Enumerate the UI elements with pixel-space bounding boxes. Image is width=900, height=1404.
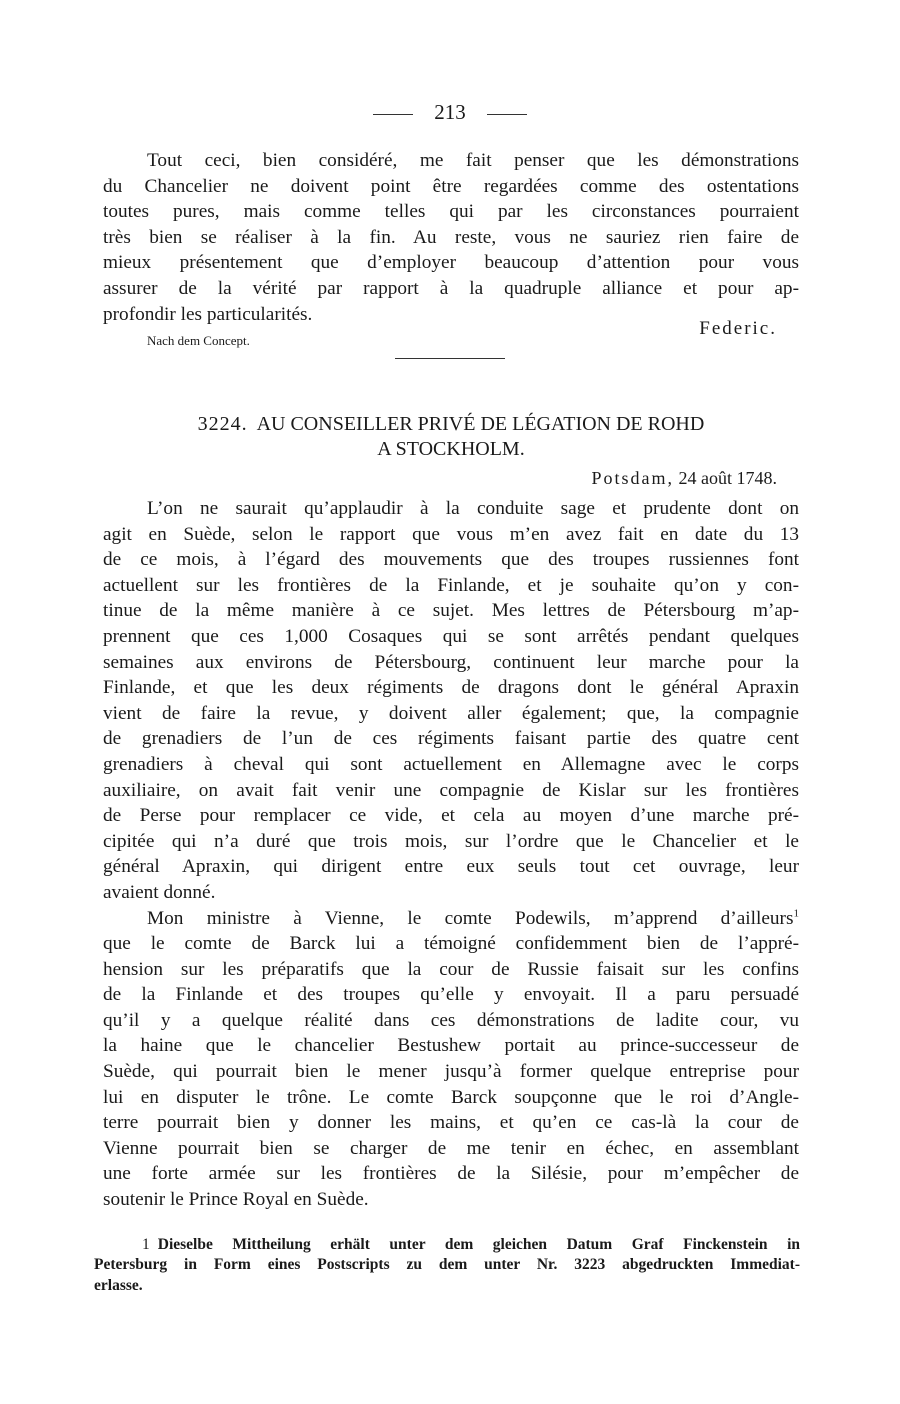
text-line: prennent que ces 1,000 Cosaques qui se sont arrêtés pendant quelques (103, 625, 799, 647)
header-dash-right (487, 114, 527, 115)
date-value: 24 août 1748. (678, 468, 777, 488)
text-line: grenadiers à cheval qui sont actuellement en Allemagne avec le corps (103, 753, 799, 775)
footnote-line-text: Dieselbe Mittheilung erhält unter dem gleichen Datum Graf Finckenstein in (157, 1236, 800, 1253)
letter-body (103, 496, 799, 1213)
letter-addressee: AU CONSEILLER PRIVÉ DE LÉGATION DE ROHD (256, 413, 705, 435)
footnote (94, 1235, 800, 1296)
text-line: de la Finlande et des troupes qu’elle y envoyait. Il a paru persuadé (103, 984, 799, 1006)
previous-letter-text (103, 148, 799, 327)
text-line: actuellent sur les frontières de la Finlande, et je souhaite qu’on y con- (103, 574, 799, 596)
text-line: Suède, qui pourrait bien le mener jusqu’à former quelque entreprise pour (103, 1061, 799, 1083)
letter-title-line-2: A STOCKHOLM. (377, 438, 525, 460)
letter-title (103, 412, 799, 462)
text-line: tinue de la même manière à ce sujet. Mes lettres de Pétersbourg m’ap- (103, 600, 799, 622)
text-line: agit en Suède, selon le rapport que vous m’en avez fait en date du 13 (103, 523, 799, 545)
header-dash-left (373, 114, 413, 115)
signature: Federic. (699, 318, 777, 339)
text-line: du Chancelier ne doivent point être regardées comme des ostentations (103, 175, 799, 197)
text-line: qu’il y a quelque réalité dans ces démonstrations de ladite cour, vu (103, 1009, 799, 1031)
text-line: avaient donné. (103, 881, 216, 903)
footnote-line: Petersburg in Form eines Postscripts zu dem unter Nr. 3223 abgedruckten Immediat- (94, 1256, 800, 1274)
text-line: auxiliaire, on avait fait venir une compagnie de Kislar sur les frontières (103, 779, 799, 801)
text-line: vient de faire la revue, y doivent aller également; que, la compagnie (103, 702, 799, 724)
text-line: que le comte de Barck lui a témoigné confidemment bien de l’appré- (103, 933, 799, 955)
letter-title-line-1 (103, 412, 799, 437)
text-line: très bien se réaliser à la fin. Au reste, vous ne sauriez rien faire de (103, 226, 799, 248)
text-line: hension sur les préparatifs que la cour de Russie faisait sur les confins (103, 958, 799, 980)
text-line: de Perse pour remplacer ce vide, et cela au moyen d’une marche pré- (103, 805, 799, 827)
footnote-line (94, 1235, 800, 1255)
footnote-mark: 1 (142, 1236, 150, 1253)
letter-number: 3224. (197, 413, 248, 435)
text-line: semaines aux environs de Pétersbourg, continuent leur marche pour la (103, 651, 799, 673)
text-line: une forte armée sur les frontières de la Silésie, pour m’empêcher de (103, 1163, 799, 1185)
text-line: général Apraxin, qui dirigent entre eux seuls tout cet ouvrage, leur (103, 856, 799, 878)
text-line: cipitée qui n’a duré que trois mois, sur l’ordre que le Chancelier et le (103, 830, 799, 852)
dateline (591, 468, 777, 489)
text-line: assurer de la vérité par rapport à la quadruple alliance et pour ap- (103, 277, 799, 299)
text-line: toutes pures, mais comme telles qui par les circonstances pourraient (103, 201, 799, 223)
text-line: profondir les particularités. (103, 303, 313, 325)
source-note: Nach dem Concept. (147, 333, 250, 348)
text-line: Finlande, et que les deux régiments de dragons dont le général Apraxin (103, 677, 799, 699)
text-line: L’on ne saurait qu’applaudir à la conduite sage et prudente dont on (147, 498, 799, 519)
text-line: de ce mois, à l’égard des mouvements que des troupes russiennes font (103, 549, 799, 571)
page-header (0, 100, 900, 125)
section-divider (395, 358, 505, 359)
footnote-reference: 1 (793, 907, 799, 920)
text-line: Tout ceci, bien considéré, me fait penser que les démonstrations (147, 150, 799, 171)
page-number: 213 (434, 100, 466, 124)
text-line: mieux présentement que d’employer beaucoup d’attention pour vous (103, 252, 799, 274)
text-line (103, 906, 799, 932)
footnote-line: erlasse. (94, 1276, 143, 1294)
text-line: de grenadiers de l’un de ces régiments faisant partie des quatre cent (103, 728, 799, 750)
text-line: Vienne pourrait bien se charger de me tenir en échec, en assemblant (103, 1137, 799, 1159)
text-line: lui en disputer le trône. Le comte Barck soupçonne que le roi d’Angle- (103, 1086, 799, 1108)
text-line: terre pourrait bien y donner les mains, et qu’en ce cas-là la cour de (103, 1112, 799, 1134)
text-line-content: Mon ministre à Vienne, le comte Podewils, m’apprend d’ailleurs (147, 907, 794, 929)
text-line: soutenir le Prince Royal en Suède. (103, 1189, 369, 1211)
date-place: Potsdam, (591, 468, 674, 488)
text-line: la haine que le chancelier Bestushew portait au prince-successeur de (103, 1035, 799, 1057)
